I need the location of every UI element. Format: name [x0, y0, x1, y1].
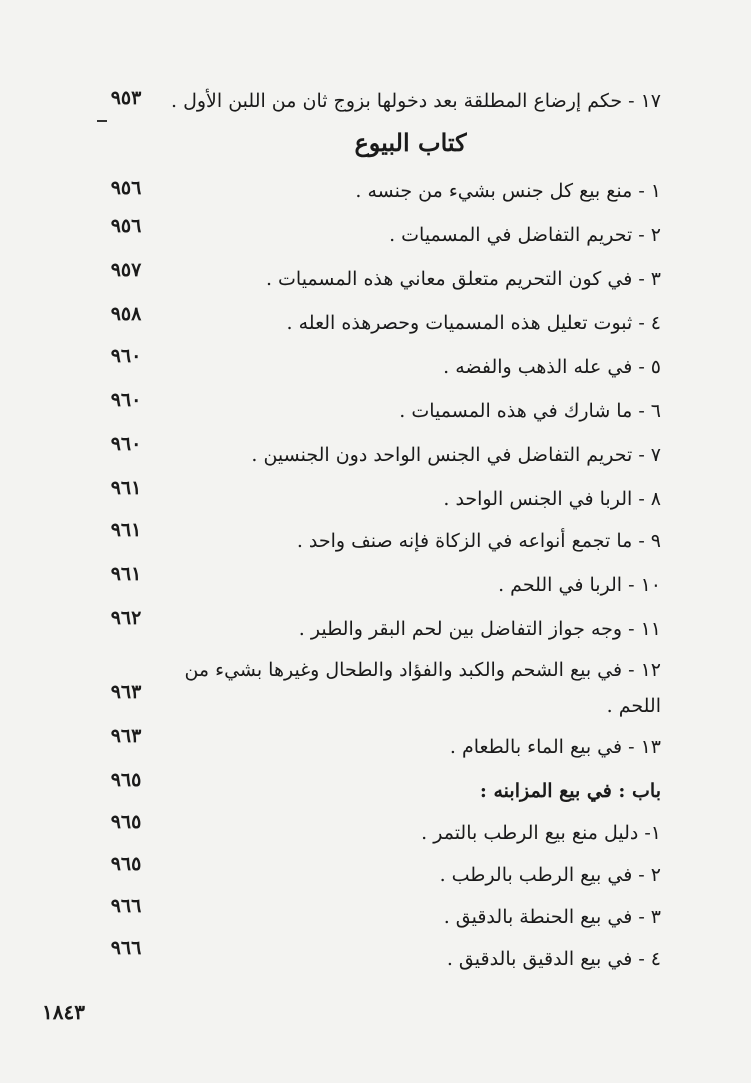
entry-title: ٧ - تحريم التفاضل في الجنس الواحد دون الجنسين . [251, 444, 661, 466]
entry-page: ٩٦٠ [110, 389, 142, 411]
entry-page: ٩٦٥ [110, 769, 142, 791]
entry-page: ٩٥٨ [110, 303, 142, 325]
entry-page: ٩٥٦ [110, 215, 142, 237]
entry-title: باب : في بيع المزابنه : [479, 780, 661, 802]
entry-title: ١١ - وجه جواز التفاضل بين لحم البقر والطير . [298, 618, 661, 640]
entry-page: ٩٦١ [110, 519, 142, 541]
toc-entry [0, 477, 751, 520]
entry-title: ٤ - ثبوت تعليل هذه المسميات وحصرهذه العله . [286, 312, 661, 334]
entry-page: ٩٦١ [110, 563, 142, 585]
toc-entry [0, 607, 751, 650]
toc-entry [0, 652, 751, 728]
entry-page: ٩٦٥ [110, 811, 142, 833]
entry-page: ٩٥٦ [110, 177, 142, 199]
toc-entry [0, 433, 751, 476]
entry-page: ٩٦٠ [110, 433, 142, 455]
entry-title: ١٢ - في بيع الشحم والكبد والفؤاد والطحال وغيرها بشيء من اللحم . [184, 659, 661, 717]
separator-mark [97, 120, 107, 122]
entry-title: ١ - منع بيع كل جنس بشيء من جنسه . [355, 180, 661, 202]
section-heading: كتاب البيوع [354, 128, 467, 157]
toc-entry [0, 259, 751, 300]
entry-title: ٩ - ما تجمع أنواعه في الزكاة فإنه صنف واحد . [296, 530, 661, 552]
entry-title: ٢ - في بيع الرطب بالرطب . [439, 864, 661, 886]
page-number: ١٨٤٣ [42, 1000, 85, 1024]
toc-entry [0, 303, 751, 344]
toc-entry [0, 895, 751, 938]
toc-entry [0, 389, 751, 432]
entry-title: ٨ - الربا في الجنس الواحد . [443, 488, 661, 510]
entry-page: ٩٦٢ [110, 607, 142, 629]
entry-page: ٩٥٣ [110, 87, 142, 109]
toc-entry [0, 176, 751, 212]
toc-subsection [0, 769, 751, 812]
entry-page: ٩٦٣ [110, 681, 142, 703]
toc-entry-17 [0, 86, 751, 122]
toc-entry [0, 725, 751, 768]
entry-title: ٣ - في بيع الحنطة بالدقيق . [443, 906, 661, 928]
entry-title: ١٧ - حكم إرضاع المطلقة بعد دخولها بزوج ثان من اللبن الأول . [171, 90, 661, 112]
entry-title: ١٠ - الربا في اللحم . [498, 574, 661, 596]
entry-title: ٥ - في عله الذهب والفضه . [443, 356, 661, 378]
toc-entry [0, 215, 751, 256]
entry-page: ٩٦٦ [110, 937, 142, 959]
toc-entry [0, 811, 751, 854]
toc-entry [0, 345, 751, 388]
toc-entry [0, 853, 751, 896]
entry-title: ١- دليل منع بيع الرطب بالتمر . [421, 822, 661, 844]
toc-entry [0, 563, 751, 606]
entry-page: ٩٦٥ [110, 853, 142, 875]
entry-page: ٩٦٦ [110, 895, 142, 917]
entry-title: ٢ - تحريم التفاضل في المسميات . [389, 224, 661, 246]
entry-page: ٩٦١ [110, 477, 142, 499]
entry-page: ٩٦٠ [110, 345, 142, 367]
toc-entry [0, 519, 751, 562]
entry-page: ٩٥٧ [110, 259, 142, 281]
entry-page: ٩٦٣ [110, 725, 142, 747]
entry-title: ٤ - في بيع الدقيق بالدقيق . [446, 948, 661, 970]
entry-title: ٦ - ما شارك في هذه المسميات . [399, 400, 661, 422]
toc-entry [0, 937, 751, 980]
entry-title: ٣ - في كون التحريم متعلق معاني هذه المسميات . [265, 268, 661, 290]
entry-title: ١٣ - في بيع الماء بالطعام . [449, 736, 661, 758]
